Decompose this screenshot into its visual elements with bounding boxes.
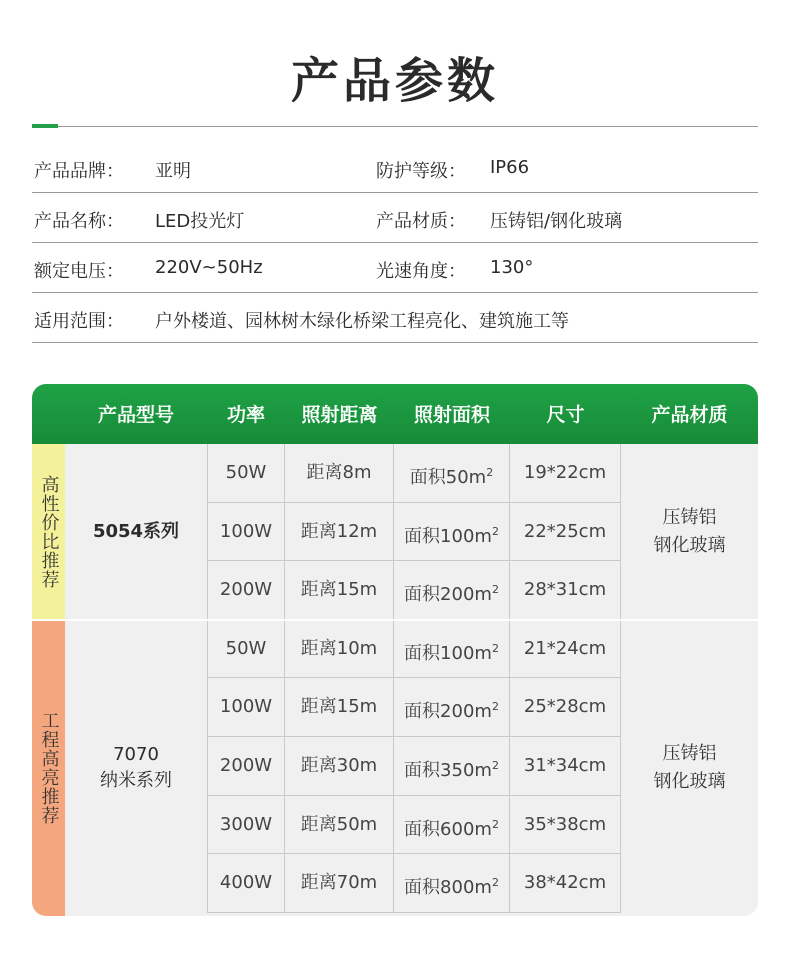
spec-value: 压铸铝/钢化玻璃 bbox=[490, 211, 623, 232]
cell-size: 31*34cm bbox=[510, 737, 621, 796]
product-table bbox=[32, 384, 758, 916]
cell-power: 100W bbox=[207, 503, 285, 562]
table-row bbox=[207, 796, 621, 855]
title-accent-bar bbox=[32, 124, 58, 128]
material-line: 压铸铝 bbox=[662, 507, 717, 528]
cell-size: 28*31cm bbox=[510, 561, 621, 620]
cell-power: 300W bbox=[207, 796, 285, 855]
series-5054: 5054系列 bbox=[92, 521, 180, 542]
group-separator bbox=[32, 619, 758, 621]
series-line: 7070 bbox=[113, 744, 159, 765]
spec-grid bbox=[207, 444, 621, 913]
table-row bbox=[207, 854, 621, 913]
cell-distance: 距离70m bbox=[285, 854, 394, 913]
cell-distance: 距离8m bbox=[285, 444, 394, 503]
header-model: 产品型号 bbox=[97, 404, 174, 426]
cell-area: 面积$50m^2$ bbox=[394, 444, 510, 503]
cell-size: 25*28cm bbox=[510, 678, 621, 737]
cell-area: 面积$100m^2$ bbox=[394, 620, 510, 679]
spec-key: 额定电压： bbox=[34, 261, 124, 282]
title-divider bbox=[32, 126, 758, 127]
material-5054 bbox=[621, 444, 758, 620]
spec-value: 220V~50Hz bbox=[155, 257, 263, 278]
table-row bbox=[207, 737, 621, 796]
cell-area: 面积$100m^2$ bbox=[394, 503, 510, 562]
cell-size: 21*24cm bbox=[510, 620, 621, 679]
header-area: 照射面积 bbox=[413, 404, 490, 426]
spec-value: IP66 bbox=[490, 157, 530, 178]
group-tag-value: 高性价比推荐 bbox=[32, 444, 65, 620]
cell-size: 22*25cm bbox=[510, 503, 621, 562]
cell-area: 面积$200m^2$ bbox=[394, 561, 510, 620]
cell-size: 19*22cm bbox=[510, 444, 621, 503]
spec-key: 光速角度： bbox=[376, 261, 466, 282]
series-7070 bbox=[65, 620, 207, 916]
cell-area: 面积$200m^2$ bbox=[394, 678, 510, 737]
material-7070 bbox=[621, 620, 758, 916]
spec-value: 户外楼道、园林树木绿化桥梁工程亮化、建筑施工等 bbox=[155, 311, 569, 332]
table-row bbox=[207, 444, 621, 503]
cell-distance: 距离10m bbox=[285, 620, 394, 679]
page-title: 产品参数 bbox=[290, 53, 499, 109]
table-row bbox=[207, 561, 621, 620]
cell-distance: 距离15m bbox=[285, 678, 394, 737]
table-header bbox=[32, 384, 758, 444]
cell-distance: 距离50m bbox=[285, 796, 394, 855]
header-size: 尺寸 bbox=[546, 404, 585, 426]
material-line: 钢化玻璃 bbox=[653, 535, 726, 556]
spec-row bbox=[32, 193, 758, 243]
cell-power: 200W bbox=[207, 561, 285, 620]
spec-row bbox=[32, 293, 758, 343]
header-material: 产品材质 bbox=[651, 404, 728, 426]
spec-row bbox=[32, 143, 758, 193]
cell-distance: 距离15m bbox=[285, 561, 394, 620]
spec-value: 亚明 bbox=[155, 161, 191, 182]
cell-power: 50W bbox=[207, 444, 285, 503]
cell-size: 35*38cm bbox=[510, 796, 621, 855]
cell-area: 面积$800m^2$ bbox=[394, 854, 510, 913]
table-row bbox=[207, 503, 621, 562]
header-power: 功率 bbox=[226, 404, 265, 426]
material-line: 压铸铝 bbox=[662, 743, 717, 764]
spec-key: 适用范围： bbox=[34, 311, 124, 332]
cell-distance: 距离30m bbox=[285, 737, 394, 796]
material-line: 钢化玻璃 bbox=[653, 771, 726, 792]
spec-value: LED投光灯 bbox=[155, 211, 245, 232]
spec-value: 130° bbox=[490, 257, 534, 278]
cell-distance: 距离12m bbox=[285, 503, 394, 562]
cell-power: 200W bbox=[207, 737, 285, 796]
spec-key: 防护等级： bbox=[376, 161, 466, 182]
spec-key: 产品材质： bbox=[376, 211, 466, 232]
spec-key: 产品品牌： bbox=[34, 161, 124, 182]
cell-area: 面积$350m^2$ bbox=[394, 737, 510, 796]
table-row bbox=[207, 678, 621, 737]
series-line: 纳米系列 bbox=[100, 770, 172, 791]
spec-row bbox=[32, 243, 758, 293]
cell-power: 50W bbox=[207, 620, 285, 679]
cell-size: 38*42cm bbox=[510, 854, 621, 913]
cell-area: 面积$600m^2$ bbox=[394, 796, 510, 855]
group-tag-engineering: 工程高亮推荐 bbox=[32, 620, 65, 916]
table-row bbox=[207, 620, 621, 679]
spec-list bbox=[32, 143, 758, 343]
cell-power: 400W bbox=[207, 854, 285, 913]
cell-power: 100W bbox=[207, 678, 285, 737]
spec-key: 产品名称： bbox=[34, 211, 124, 232]
header-distance: 照射距离 bbox=[301, 404, 378, 426]
